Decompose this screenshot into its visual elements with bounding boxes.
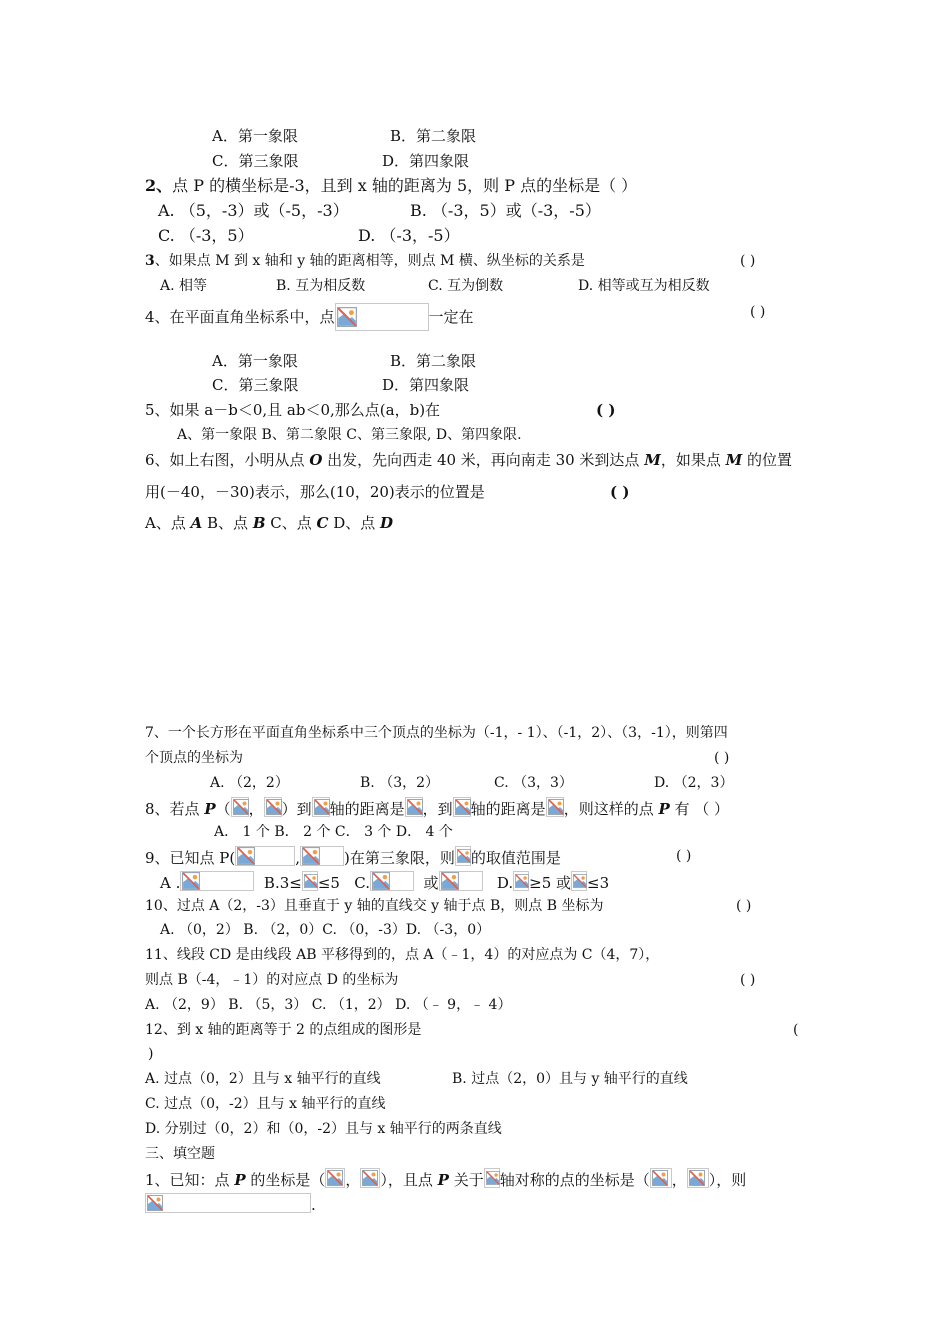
question-text: 轴的距离是: [329, 800, 405, 818]
option-a: A、点: [145, 514, 191, 532]
question-3: [145, 251, 585, 271]
options-row: A. （0，2） B. （2，0）C. （0，-3）D. （-3，0）: [160, 922, 491, 938]
broken-image-icon: [337, 307, 357, 327]
formula-image: [264, 797, 282, 817]
fill-question-1: [145, 1168, 746, 1190]
broken-image-icon: [233, 799, 249, 815]
options-row: [160, 871, 609, 893]
point-label: M: [725, 451, 743, 469]
question-4: [145, 303, 474, 331]
formula-image: [235, 846, 295, 866]
question-9: [145, 846, 561, 868]
question-text: ，: [671, 1171, 687, 1189]
question-8: [145, 797, 729, 819]
broken-image-icon: [407, 799, 423, 815]
broken-image-icon: [515, 873, 529, 889]
option-b: B、点: [202, 514, 253, 532]
question-text: ，如果点: [660, 451, 726, 469]
point-label: B: [252, 514, 266, 532]
point-label: C: [316, 514, 329, 532]
option-d: D．第四象限: [382, 376, 470, 394]
question-6: [145, 450, 792, 470]
question-6-line-2: 用(－40，－30)表示，那么(10，20)表示的位置是: [145, 483, 485, 501]
question-text: .: [311, 1196, 316, 1214]
formula-image: [453, 797, 471, 817]
question-text: 8、若点: [145, 800, 205, 818]
option-b: B.3≤: [263, 874, 302, 892]
options-row: [145, 513, 393, 533]
formula-image: [687, 1168, 709, 1188]
option-c: C、点: [265, 514, 317, 532]
answer-paren-right: ): [148, 1046, 154, 1062]
option-b: B．第二象限: [390, 352, 477, 370]
option-d: D．第四象限: [382, 152, 470, 170]
option-c: 或: [423, 874, 439, 892]
broken-image-icon: [441, 872, 459, 890]
option-c: C．第三象限: [212, 152, 299, 170]
formula-image: [484, 1168, 500, 1188]
broken-image-icon: [182, 872, 200, 890]
question-text: 关于: [448, 1171, 484, 1189]
question-text: )在第三象限，则: [344, 849, 455, 867]
question-text: ），且点: [380, 1171, 438, 1189]
question-text: 有 （ ）: [669, 800, 730, 818]
question-text: ,: [295, 849, 301, 867]
question-text: 的取值范围是: [470, 849, 561, 867]
formula-image: [302, 871, 318, 891]
fill-question-1-line-2: [145, 1193, 316, 1215]
question-5: 5、如果 a－b＜0,且 ab＜0,那么点(a，b)在: [145, 401, 441, 419]
question-text: ，到: [422, 800, 453, 818]
question-7: 7、一个长方形在平面直角坐标系中三个顶点的坐标为（-1，- 1）、（-1，2）、（3，-1），则第四: [145, 725, 728, 741]
option-c: C.: [354, 874, 370, 892]
option-a: A .: [160, 874, 181, 892]
question-2: [145, 176, 637, 196]
question-11-line-2: 则点 B（-4，﹣1）的对应点 D 的坐标为: [145, 972, 399, 988]
broken-image-icon: [455, 799, 471, 815]
option-c: C. （3，3）: [494, 775, 573, 791]
question-text: 的坐标是（: [245, 1171, 326, 1189]
option-b: B. （3，2）: [360, 775, 440, 791]
question-text: ）到: [281, 800, 312, 818]
question-11: 11、线段 CD 是由线段 AB 平移得到的，点 A（﹣1，4）的对应点为 C（4，7），: [145, 947, 660, 963]
point-label: P: [437, 1171, 449, 1189]
option-d: ≤3: [587, 874, 610, 892]
broken-image-icon: [486, 1170, 500, 1186]
question-12: 12、到 x 轴的距离等于 2 的点组成的图形是: [145, 1022, 422, 1038]
question-text: ，则这样的点: [563, 800, 659, 818]
broken-image-icon: [689, 1170, 705, 1186]
question-text: 4、在平面直角坐标系中，点: [145, 308, 335, 326]
answer-paren: ( ): [736, 898, 752, 914]
broken-image-icon: [548, 799, 564, 815]
broken-image-icon: [314, 799, 330, 815]
formula-image: [546, 797, 564, 817]
question-text: 的位置: [742, 451, 792, 469]
broken-image-icon: [362, 1170, 378, 1186]
options-row: A、第一象限 B、第二象限 C、第三象限, D、第四象限.: [177, 427, 522, 443]
formula-image: [231, 797, 249, 817]
broken-image-icon: [302, 847, 320, 865]
broken-image-icon: [304, 873, 318, 889]
point-label: M: [644, 451, 661, 469]
answer-paren: ( ): [714, 750, 730, 766]
question-text: 出发，先向西走 40 米，再向南走 30 米到达点: [322, 451, 645, 469]
option-a: A．第一象限: [212, 127, 298, 145]
answer-paren: ( ): [596, 401, 616, 419]
question-text: 9、已知点 P(: [145, 849, 236, 867]
question-text: ，: [248, 800, 264, 818]
formula-image: [571, 871, 587, 891]
question-text: 1、已知：点: [145, 1171, 235, 1189]
question-number: 2、: [145, 176, 173, 195]
option-d: D. 分别过（0，2）和（0，-2）且与 x 轴平行的两条直线: [145, 1121, 502, 1137]
option-d: D、点: [328, 514, 381, 532]
answer-paren: ( ): [750, 304, 766, 320]
formula-image: [439, 871, 483, 891]
question-number: 3: [145, 253, 155, 269]
answer-paren: ( ): [610, 483, 630, 501]
broken-image-icon: [372, 872, 390, 890]
formula-image: [370, 871, 414, 891]
point-label: A: [190, 514, 203, 532]
answer-paren-left: (: [793, 1022, 799, 1038]
options-row: A. （2，9） B. （5，3） C. （1，2） D. （﹣ 9，﹣ 4）: [145, 997, 512, 1013]
question-7-line-2: 个顶点的坐标为: [145, 750, 243, 766]
option-c: C. 过点（0，-2）且与 x 轴平行的直线: [145, 1096, 386, 1112]
question-text: 轴的距离是: [470, 800, 546, 818]
point-label: P: [658, 800, 670, 818]
answer-paren: ( ): [676, 848, 692, 864]
option-d: D.: [496, 874, 514, 892]
formula-image: [300, 846, 344, 866]
question-text: ，: [345, 1171, 361, 1189]
answer-paren: ( ): [740, 972, 756, 988]
broken-image-icon: [457, 848, 471, 864]
formula-image: [650, 1168, 672, 1188]
point-label: P: [204, 800, 216, 818]
question-10: 10、过点 A（2，-3）且垂直于 y 轴的直线交 y 轴于点 B，则点 B 坐标为: [145, 898, 604, 914]
question-text: 轴对称的点的坐标是（: [499, 1171, 650, 1189]
option-c: C. （-3，5）: [158, 226, 254, 245]
formula-image: [455, 846, 471, 866]
option-a: A. 过点（0，2）且与 x 轴平行的直线: [145, 1071, 381, 1087]
option-d: D. （-3，-5）: [358, 226, 460, 245]
broken-image-icon: [237, 847, 255, 865]
section-title: 三、填空题: [145, 1146, 215, 1162]
option-d: D. 相等或互为相反数: [578, 278, 710, 294]
answer-paren: ( ): [740, 253, 756, 269]
broken-image-icon: [147, 1195, 163, 1211]
question-text: 点 P 的横坐标是-3，且到 x 轴的距离为 5，则 P 点的坐标是（ ）: [172, 176, 638, 195]
option-c: C．第三象限: [212, 376, 299, 394]
option-a: A. （5，-3）或（-5，-3）: [158, 201, 349, 220]
formula-image: [335, 303, 429, 331]
option-a: A. 相等: [160, 278, 208, 294]
point-label: D: [380, 514, 394, 532]
formula-image: [513, 871, 529, 891]
question-text: （: [215, 800, 231, 818]
option-c: C. 互为倒数: [428, 278, 504, 294]
broken-image-icon: [327, 1170, 343, 1186]
option-b: ≤5: [317, 874, 340, 892]
formula-image: [360, 1168, 380, 1188]
option-b: B. 过点（2，0）且与 y 轴平行的直线: [452, 1071, 688, 1087]
option-d: ≥5 或: [529, 874, 572, 892]
formula-image: [312, 797, 330, 817]
option-b: B. 互为相反数: [276, 278, 366, 294]
question-text: 、如果点 M 到 x 轴和 y 轴的距离相等，则点 M 横、纵坐标的关系是: [154, 253, 585, 269]
options-row: A． 1 个 B． 2 个 C． 3 个 D． 4 个: [214, 824, 453, 840]
question-text: ），则: [708, 1171, 747, 1189]
option-a: A. （2，2）: [210, 775, 289, 791]
broken-image-icon: [266, 799, 282, 815]
point-label: O: [309, 451, 323, 469]
point-label: P: [234, 1171, 246, 1189]
formula-image: [325, 1168, 345, 1188]
broken-image-icon: [573, 873, 587, 889]
option-d: D. （2，3）: [654, 775, 734, 791]
formula-image: [180, 871, 254, 891]
broken-image-icon: [652, 1170, 668, 1186]
answer-blank-image: [145, 1193, 311, 1213]
question-text: 6、如上右图，小明从点: [145, 451, 310, 469]
formula-image: [405, 797, 423, 817]
option-a: A．第一象限: [212, 352, 298, 370]
option-b: B. （-3，5）或（-3，-5）: [410, 201, 601, 220]
option-b: B．第二象限: [390, 127, 477, 145]
question-text: 一定在: [428, 308, 474, 326]
